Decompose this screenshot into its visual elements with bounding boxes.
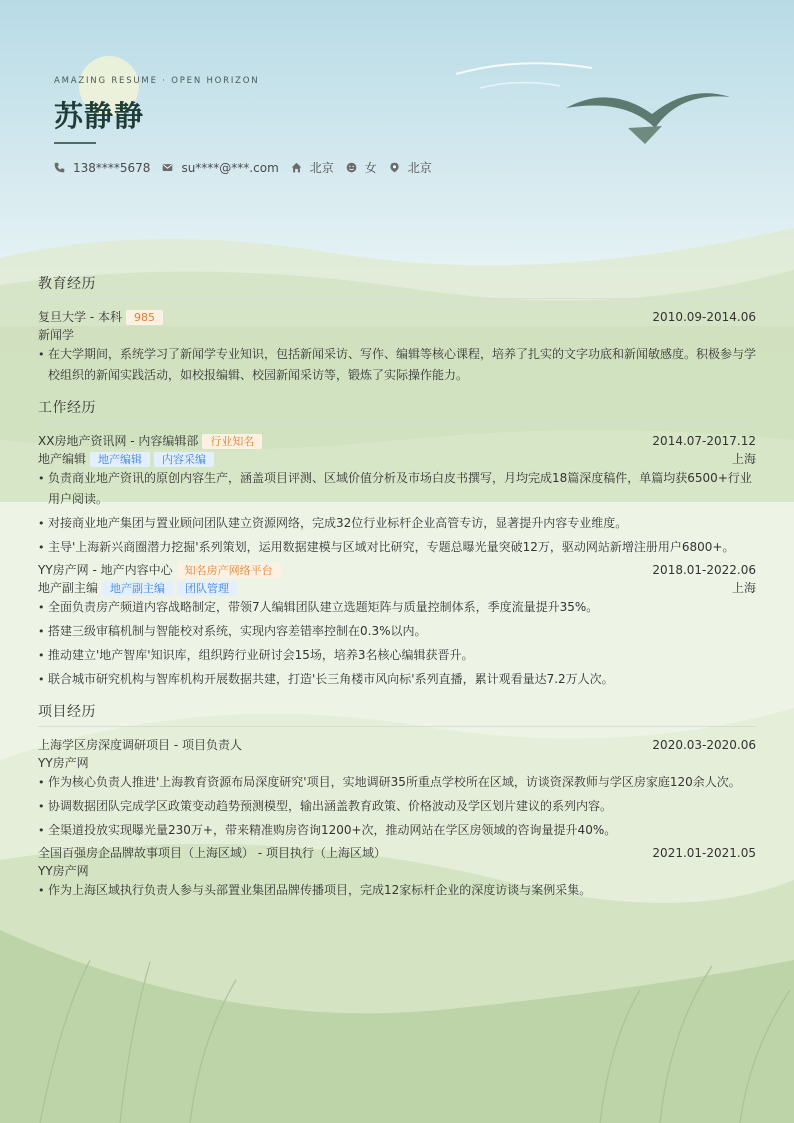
- list-item: • 作为上海区域执行负责人参与头部置业集团品牌传播项目，完成12家标杆企业的深度访谈与案例采集。: [38, 880, 756, 901]
- role-tag: 内容采编: [154, 452, 214, 467]
- contact-gender: [346, 159, 377, 176]
- project-org: YY房产网: [38, 756, 89, 770]
- company-name: YY房产网 - 地产内容中心: [38, 563, 173, 577]
- list-item: • 对接商业地产集团与置业顾问团队建立资源网络，完成32位行业标杆企业高管专访，显著提升内容专业维度。: [38, 513, 756, 534]
- project-date: 2021.01-2021.05: [652, 846, 756, 860]
- education-bullets: [38, 344, 756, 386]
- list-item: • 推动建立'地产智库'知识库，组织跨行业研讨会15场，培养3名核心编辑获晋升。: [38, 645, 756, 666]
- project-org: YY房产网: [38, 864, 89, 878]
- list-item: • 主导'上海新兴商圈潜力挖掘'系列策划，运用数据建模与区域对比研究，专题总曝光量突破12万，驱动网站新增注册用户6800+。: [38, 537, 756, 558]
- phone-icon: [54, 162, 65, 173]
- work-section: [38, 397, 756, 693]
- contact-email: [162, 161, 278, 175]
- major-name: 新闻学: [38, 328, 75, 342]
- school-tag: 985: [126, 310, 163, 325]
- contact-bar: [54, 159, 444, 176]
- section-title: 项目经历: [38, 701, 756, 727]
- location-text: 北京: [407, 161, 432, 175]
- location-pin-icon: [389, 162, 400, 173]
- role-tag: 地产副主编: [102, 581, 173, 596]
- company-name: XX房地产资讯网 - 内容编辑部: [38, 434, 199, 448]
- section-title: 教育经历: [38, 273, 756, 299]
- projects-section: [38, 701, 756, 904]
- contact-home: [291, 159, 334, 176]
- job-city: 上海: [731, 452, 756, 466]
- job-date: 2018.01-2022.06: [652, 563, 756, 577]
- list-item: • 全面负责房产频道内容战略制定，带领7人编辑团队建立选题矩阵与质量控制体系，季度流量提升35%。: [38, 597, 756, 618]
- project-name: 上海学区房深度调研项目 - 项目负责人: [38, 738, 242, 752]
- education-date: 2010.09-2014.06: [652, 310, 756, 324]
- list-item: • 全渠道投放实现曝光量230万+，带来精准购房咨询1200+次，推动网站在学区房领域的咨询量提升40%。: [38, 820, 756, 841]
- major-row: [38, 326, 756, 344]
- list-item: • 作为核心负责人推进'上海教育资源布局深度研究'项目，实地调研35所重点学校所在区域，访谈资深教师与学区房家庭120余人次。: [38, 772, 756, 793]
- role-tag: 团队管理: [177, 581, 237, 596]
- list-item: • 负责商业地产资讯的原创内容生产，涵盖项目评测、区域价值分析及市场白皮书撰写，月均完成18篇深度稿件，单篇均获6500+行业用户阅读。: [38, 468, 756, 510]
- education-header-row: [38, 308, 756, 326]
- role-tag: 地产编辑: [90, 452, 150, 467]
- gender-text: 女: [364, 161, 377, 175]
- brand-tagline: AMAZING RESUME · OPEN HORIZON: [54, 76, 260, 86]
- gender-icon: [346, 162, 357, 173]
- project-bullets: [38, 772, 756, 841]
- candidate-name: 苏静静: [54, 99, 145, 133]
- section-title: 工作经历: [38, 397, 756, 423]
- list-item: • 联合城市研究机构与智库机构开展数据共建，打造'长三角楼市风向标'系列直播，累计观看量达7.2万人次。: [38, 669, 756, 690]
- project-name: 全国百强房企品牌故事项目（上海区域） - 项目执行（上海区域）: [38, 846, 386, 860]
- email-text: su****@***.com: [181, 160, 279, 175]
- school-name: 复旦大学 - 本科: [38, 310, 122, 324]
- project-bullets: [38, 880, 756, 901]
- job-entry: [38, 561, 756, 690]
- phone-text: 138****5678: [73, 160, 151, 175]
- job-bullets: [38, 468, 756, 558]
- project-date: 2020.03-2020.06: [652, 738, 756, 752]
- job-role: 地产副主编: [38, 581, 99, 595]
- contact-location: [389, 159, 432, 176]
- job-date: 2014.07-2017.12: [652, 434, 756, 448]
- project-entry: [38, 736, 756, 841]
- mail-icon: [162, 162, 173, 173]
- company-tag: 行业知名: [202, 434, 262, 449]
- job-city: 上海: [731, 581, 756, 595]
- education-section: [38, 273, 756, 389]
- name-underline: [54, 142, 96, 144]
- list-item: • 协调数据团队完成学区政策变动趋势预测模型，输出涵盖教育政策、价格波动及学区划片建议的系列内容。: [38, 796, 756, 817]
- home-city-text: 北京: [309, 161, 334, 175]
- contact-phone: [54, 161, 150, 175]
- list-item: • 在大学期间，系统学习了新闻学专业知识，包括新闻采访、写作、编辑等核心课程，培养了扎实的文字功底和新闻敏感度。积极参与学校组织的新闻实践活动，如校报编辑、校园新闻采访等，锻炼了实际操作能力。: [38, 344, 756, 386]
- home-icon: [291, 162, 302, 173]
- company-tag: 知名房产网络平台: [177, 563, 281, 578]
- job-entry: [38, 432, 756, 558]
- list-item: • 搭建三级审稿机制与智能校对系统，实现内容差错率控制在0.3%以内。: [38, 621, 756, 642]
- job-bullets: [38, 597, 756, 690]
- job-role: 地产编辑: [38, 452, 87, 466]
- project-entry: [38, 844, 756, 901]
